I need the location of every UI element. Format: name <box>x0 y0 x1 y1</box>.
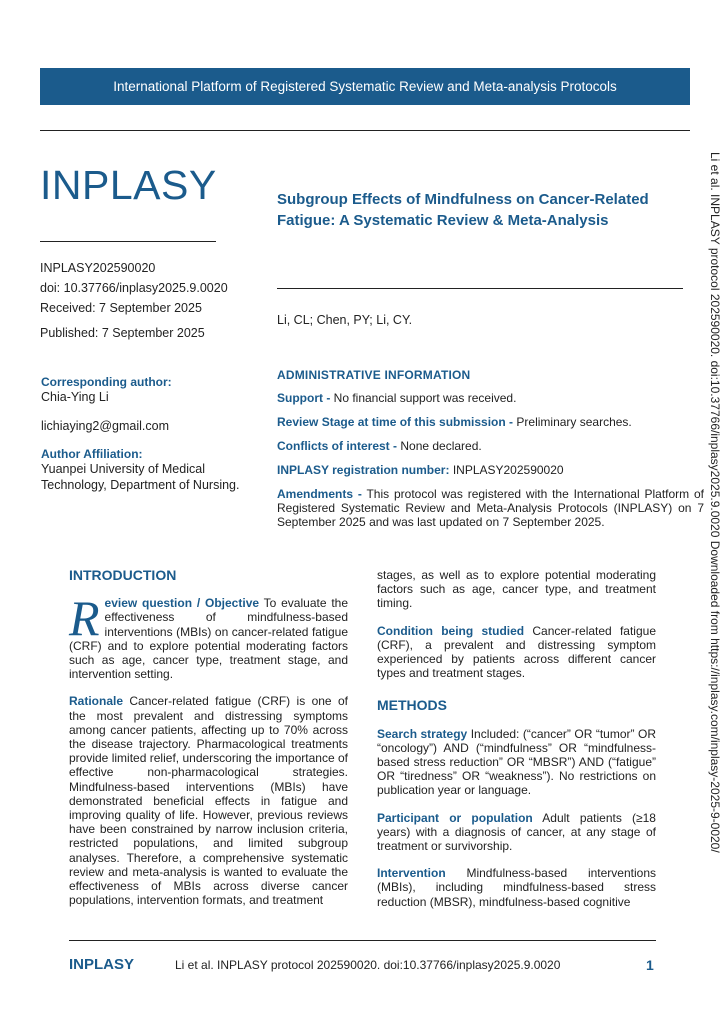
journal-brand: INPLASY <box>40 162 217 208</box>
header-banner <box>40 68 690 105</box>
published-date: Published: 7 September 2025 <box>40 326 205 340</box>
intervention-paragraph <box>377 866 656 909</box>
banner-text: International Platform of Registered Systematic Review and Meta-analysis Protocols <box>113 79 617 94</box>
rationale-paragraph <box>69 694 348 907</box>
search-strategy-paragraph <box>377 727 656 798</box>
review-question-text: To evaluate the effectiveness of mindfulness-based interventions (MBIs) on cancer-related fatigue (CRF) and to explore potential moderating factors such as age, cancer type, treatment stage, and intervention setting. <box>69 596 349 682</box>
paper-title: Subgroup Effects of Mindfulness on Cancer-Related Fatigue: A Systematic Review & Meta-Analysis <box>277 191 649 229</box>
brand-divider <box>40 241 216 242</box>
condition-text: Cancer-related fatigue (CRF), a prevalent and distressing symptom experienced by patients across different cancer types and treatment stages. <box>377 623 656 681</box>
footer-divider <box>69 940 656 941</box>
affiliation-text: Yuanpei University of Medical Technology, Department of Nursing. <box>41 462 240 492</box>
amendments-line <box>277 487 704 529</box>
rationale-text: Cancer-related fatigue (CRF) is one of the most prevalent and distressing symptoms among cancer patients, affecting up to 70% across the disease trajectory. Pharmacological treatments provide limited relief, underscoring the importance of effective non-pharmacological strategies. Mindfulness-based interventions (MBIs) have demonstrated beneficial effects in fatigue and improving quality of life. However, previous reviews have been constrained by narrow inclusion criteria, restricted populations, and limited subgroup analyses. Therefore, a comprehensive systematic review and meta-analysis is wanted to evaluate the effectiveness of MBIs across diverse cancer populations, intervention formats, and treatment <box>69 694 348 908</box>
intervention-label: Intervention <box>377 866 446 881</box>
review-stage-line <box>277 415 704 429</box>
introduction-heading: INTRODUCTION <box>69 567 177 583</box>
support-text: No financial support was received. <box>330 391 517 405</box>
support-label: Support - <box>277 391 331 405</box>
author-list: Li, CL; Chen, PY; Li, CY. <box>277 313 413 327</box>
conflicts-line <box>277 439 704 453</box>
participant-text: Adult patients (≥18 years) with a diagnosis of cancer, at any stage of treatment or survivorship. <box>377 810 656 854</box>
amendments-label: Amendments - <box>277 487 362 501</box>
corresponding-author-email[interactable]: lichiaying2@gmail.com <box>41 419 170 433</box>
rationale-label: Rationale <box>69 694 124 709</box>
conflicts-label: Conflicts of interest - <box>277 439 398 453</box>
registration-label: INPLASY registration number: <box>277 463 450 477</box>
search-strategy-text: Included: (“cancer” OR “tumor” OR “oncology”) AND (“mindfulness” OR “mindfulness-based stress reduction” OR “MBSR”) AND (“fatigue” OR “tiredness” OR “weakness”). No restrictions on publication year or language. <box>377 726 657 798</box>
support-line <box>277 391 704 405</box>
review-question-paragraph <box>69 590 349 682</box>
admin-heading: ADMINISTRATIVE INFORMATION <box>277 368 471 382</box>
corresponding-author-name: Chia-Ying Li <box>41 390 109 404</box>
title-divider <box>277 288 683 289</box>
review-question-label: eview question / Objective <box>104 596 260 611</box>
registration-number: INPLASY202590020 <box>449 463 564 477</box>
side-citation: Li et al. INPLASY protocol 202590020. doi:10.37766/inplasy2025.9.0020 Downloaded from https://inplasy.com/inplasy-2025-9-0020/ <box>708 152 722 853</box>
review-stage-label: Review Stage at time of this submission - <box>277 415 514 429</box>
participant-label: Participant or population <box>377 810 533 825</box>
review-stage-text: Preliminary searches. <box>513 415 632 429</box>
condition-paragraph <box>377 624 656 681</box>
top-divider <box>40 130 690 131</box>
left-column <box>69 568 348 920</box>
received-date: Received: 7 September 2025 <box>40 301 202 315</box>
intervention-text: Mindfulness-based interventions (MBIs), including mindfulness-based stress reduction (MBSR), mindfulness-based cognitive <box>377 866 656 909</box>
page-number: 1 <box>646 957 654 973</box>
corresponding-author-label: Corresponding author: <box>41 375 172 389</box>
admin-info <box>277 368 704 529</box>
doi-text[interactable]: doi: 10.37766/inplasy2025.9.0020 <box>40 281 228 295</box>
registration-line <box>277 463 704 477</box>
right-column <box>377 568 656 922</box>
continued-paragraph: stages, as well as to explore potential moderating factors such as age, cancer type, and treatment timing. <box>377 568 656 611</box>
affiliation-label: Author Affiliation: <box>41 447 143 461</box>
participant-paragraph <box>377 811 656 854</box>
search-strategy-label: Search strategy <box>377 726 468 741</box>
protocol-id: INPLASY202590020 <box>40 261 156 275</box>
amendments-text: This protocol was registered with the International Platform of Registered Systematic Review and Meta-Analysis Protocols (INPLASY) on 7 September 2025 and was last updated on 7 September 2025. <box>277 487 705 529</box>
condition-label: Condition being studied <box>377 623 525 638</box>
conflicts-text: None declared. <box>397 439 482 453</box>
drop-cap: R <box>69 590 100 647</box>
footer-citation: Li et al. INPLASY protocol 202590020. doi:10.37766/inplasy2025.9.0020 <box>175 958 561 972</box>
methods-heading: METHODS <box>377 697 447 714</box>
footer-brand: INPLASY <box>69 956 135 973</box>
